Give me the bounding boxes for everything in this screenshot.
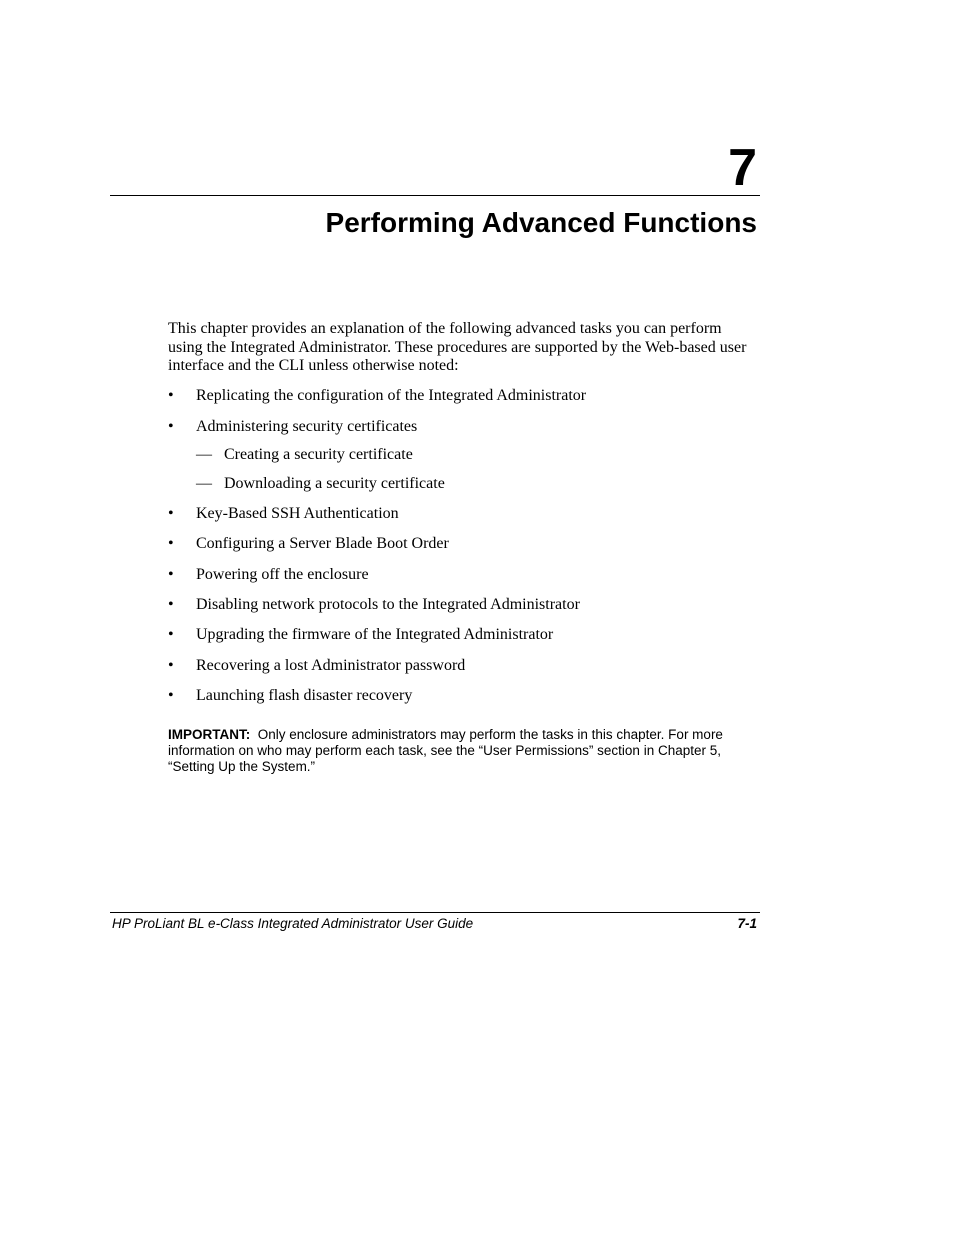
important-label: IMPORTANT: xyxy=(168,727,251,742)
chapter-number: 7 xyxy=(728,139,757,197)
intro-paragraph: This chapter provides an explanation of the following advanced tasks you can perform using the Integrated Administrator. These procedures are supported by the Web-based user interface and the CLI unless otherwise noted: xyxy=(168,320,747,374)
list-item-text: Upgrading the firmware of the Integrated Administrator xyxy=(196,626,554,643)
list-item xyxy=(168,386,586,406)
bullet-mark: • xyxy=(168,418,174,435)
bullet-mark: • xyxy=(168,566,174,583)
sub-list-item-text: Downloading a security certificate xyxy=(224,475,445,492)
chapter-title: Performing Advanced Functions xyxy=(325,207,757,238)
bullet-mark: • xyxy=(168,387,174,404)
important-note xyxy=(168,727,760,775)
dash-mark: — xyxy=(196,475,212,492)
list-item xyxy=(168,656,465,676)
sub-list-item-text: Creating a security certificate xyxy=(224,446,413,463)
list-item xyxy=(168,595,580,615)
bullet-mark: • xyxy=(168,657,174,674)
bullet-mark: • xyxy=(168,687,174,704)
list-item xyxy=(168,686,412,706)
bullet-mark: • xyxy=(168,596,174,613)
important-text: Only enclosure administrators may perform the tasks in this chapter. For more information on who may perform each task, see the “User Permissions” section in Chapter 5, “Setting Up the System.” xyxy=(168,727,723,774)
list-item-text: Configuring a Server Blade Boot Order xyxy=(196,535,449,552)
list-item-text: Recovering a lost Administrator password xyxy=(196,657,466,674)
sub-list-item xyxy=(196,474,445,494)
bullet-mark: • xyxy=(168,626,174,643)
list-item-text: Disabling network protocols to the Integrated Administrator xyxy=(196,596,580,613)
dash-mark: — xyxy=(196,446,212,463)
bullet-mark: • xyxy=(168,505,174,522)
list-item xyxy=(168,417,417,437)
sub-list-item xyxy=(196,445,413,465)
list-item-text: Replicating the configuration of the Integrated Administrator xyxy=(196,387,587,404)
list-item-text: Launching flash disaster recovery xyxy=(196,687,413,704)
page-number: 7-1 xyxy=(737,916,757,931)
list-item-text: Administering security certificates xyxy=(196,418,418,435)
footer-rule xyxy=(110,912,760,913)
list-item xyxy=(168,565,369,585)
list-item-text: Key-Based SSH Authentication xyxy=(196,505,399,522)
list-item-text: Powering off the enclosure xyxy=(196,566,369,583)
header-rule xyxy=(110,195,760,196)
list-item xyxy=(168,625,553,645)
list-item xyxy=(168,504,399,524)
list-item xyxy=(168,534,449,554)
footer-title: HP ProLiant BL e-Class Integrated Administrator User Guide xyxy=(112,916,474,931)
bullet-mark: • xyxy=(168,535,174,552)
